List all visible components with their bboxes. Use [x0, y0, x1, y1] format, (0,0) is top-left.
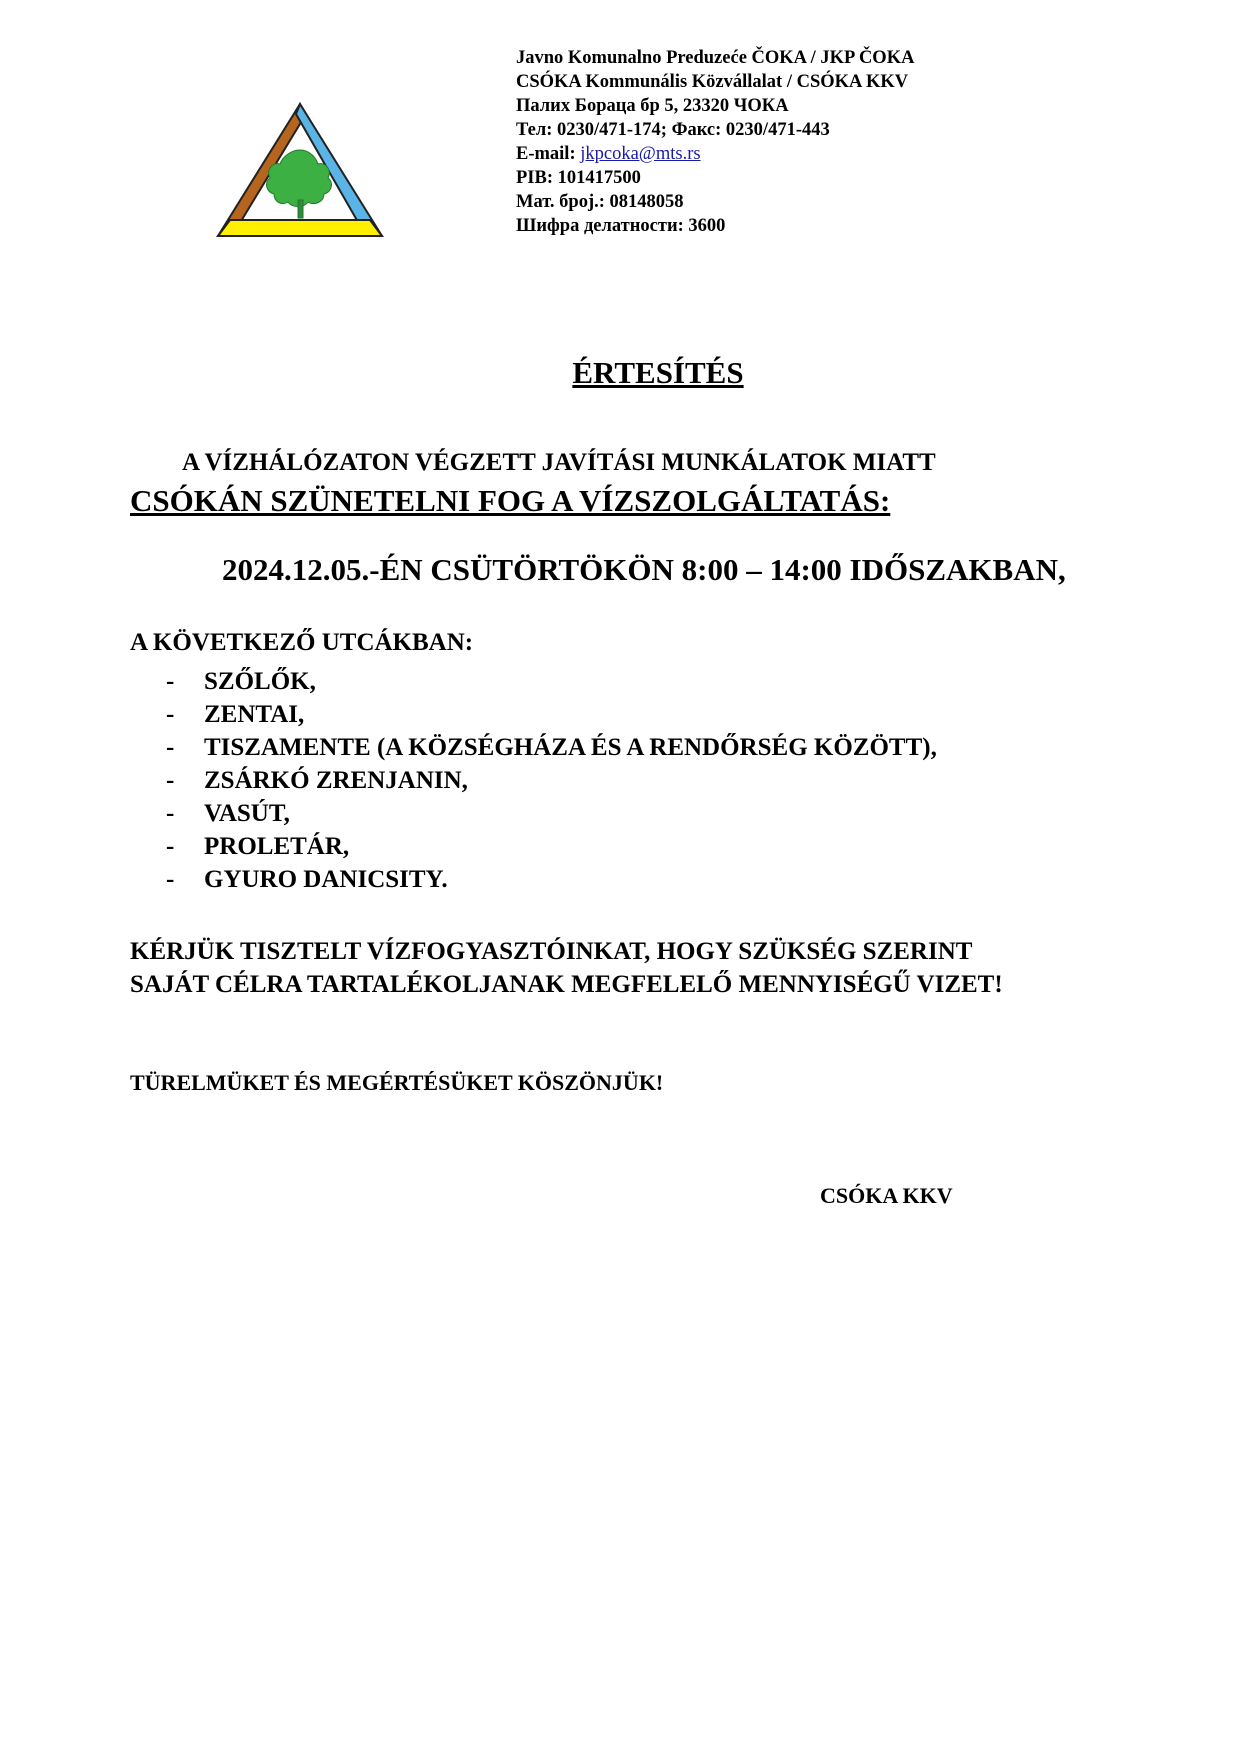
signature: CSÓKA KKV	[820, 1183, 953, 1208]
header-line-4: Тел: 0230/471-174; Факс: 0230/471-443	[516, 120, 830, 140]
header-reg-number: Мат. број.: 08148058	[516, 192, 684, 212]
street-item: - GYURO DANICSITY.	[166, 866, 448, 893]
header-pib: PIB: 101417500	[516, 168, 641, 188]
company-header	[516, 46, 914, 238]
street-item: - ZSÁRKÓ ZRENJANIN,	[166, 767, 468, 794]
email-label: E-mail:	[516, 144, 581, 164]
company-logo	[216, 100, 384, 240]
notice-intro-line-1: A VÍZHÁLÓZATON VÉGZETT JAVÍTÁSI MUNKÁLATOK MIATT	[182, 449, 936, 476]
notice-title: ÉRTESÍTÉS	[572, 355, 744, 390]
street-name: PROLETÁR,	[204, 833, 350, 860]
thanks-text: TÜRELMÜKET ÉS MEGÉRTÉSÜKET KÖSZÖNJÜK!	[130, 1070, 664, 1095]
header-activity-code: Шифра делатности: 3600	[516, 216, 726, 236]
streets-heading: A KÖVETKEZŐ UTCÁKBAN:	[130, 629, 474, 656]
street-list	[166, 665, 937, 896]
street-name: TISZAMENTE (A KÖZSÉGHÁZA ÉS A RENDŐRSÉG KÖZÖTT),	[204, 734, 937, 761]
notice-intro-line-2: CSÓKÁN SZÜNETELNI FOG A VÍZSZOLGÁLTATÁS:	[130, 483, 891, 518]
street-item: - PROLETÁR,	[166, 833, 350, 860]
street-name: VASÚT,	[204, 800, 290, 827]
street-name: GYURO DANICSITY.	[204, 866, 448, 893]
street-item: - ZENTAI,	[166, 701, 305, 728]
outage-date-time: 2024.12.05.-ÉN CSÜTÖRTÖKÖN 8:00 – 14:00 IDŐSZAKBAN,	[222, 552, 1066, 587]
logo-triangle-bottom	[218, 220, 382, 236]
request-paragraph	[130, 935, 1003, 1001]
request-line-1: KÉRJÜK TISZTELT VÍZFOGYASZTÓINKAT, HOGY SZÜKSÉG SZERINT	[130, 938, 973, 965]
header-email-row	[516, 142, 914, 166]
street-item: - SZŐLŐK,	[166, 668, 316, 695]
header-line-2: CSÓKA Kommunális Közvállalat / CSÓKA KKV	[516, 72, 909, 92]
street-item: - VASÚT,	[166, 800, 290, 827]
street-name: ZENTAI,	[204, 701, 305, 728]
header-line-1: Javno Komunalno Preduzeće ČOKA / JKP ČOKA	[516, 48, 915, 68]
street-name: SZŐLŐK,	[204, 668, 316, 695]
request-line-2: SAJÁT CÉLRA TARTALÉKOLJANAK MEGFELELŐ MENNYISÉGŰ VIZET!	[130, 971, 1003, 998]
street-name: ZSÁRKÓ ZRENJANIN,	[204, 767, 468, 794]
street-item: - TISZAMENTE (A KÖZSÉGHÁZA ÉS A RENDŐRSÉG KÖZÖTT),	[166, 734, 937, 761]
email-link[interactable]: jkpcoka@mts.rs	[580, 144, 701, 164]
header-line-3: Палих Бораца бр 5, 23320 ЧОКА	[516, 96, 789, 116]
